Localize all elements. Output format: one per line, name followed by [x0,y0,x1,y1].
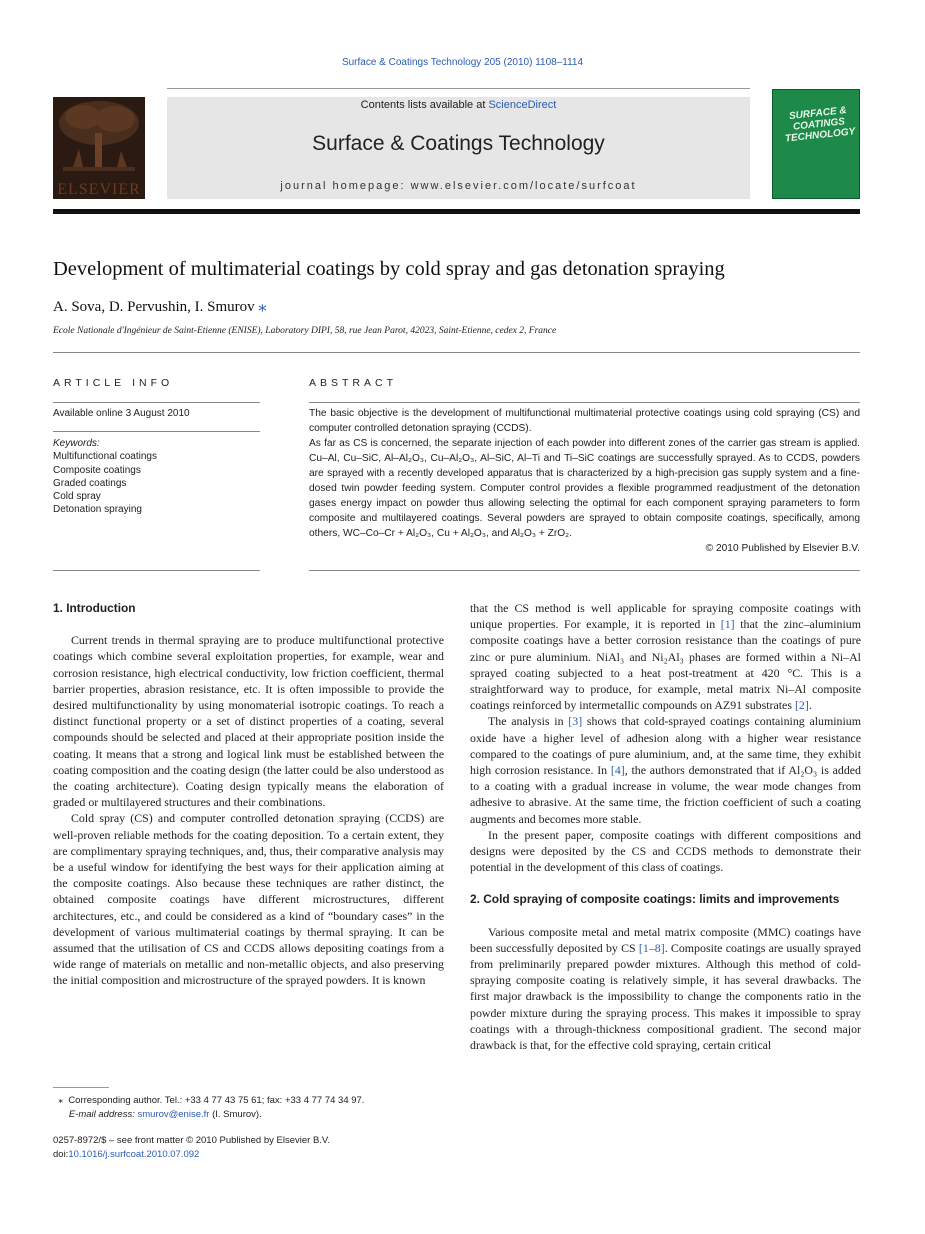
authors-text: A. Sova, D. Pervushin, I. Smurov [53,299,255,315]
doi-label: doi: [53,1148,69,1160]
journal-citation[interactable]: Surface & Coatings Technology 205 (2010) 1108–1114 [341,57,584,68]
keyword-list [53,437,157,517]
text-run: , the authors demonstrated that if Al₂O₃ is added to a coating with a gradual increase in volume, the wear mode changes from adhesive to abrasive. At the same time, the friction coefficient of such a coating augments and becomes more stable. [470,763,861,826]
abstract-divider [309,402,860,403]
email-link[interactable]: smurov@enise.fr [137,1108,210,1120]
article-info-heading: ARTICLE INFO [53,377,174,389]
text-run: that the zinc–aluminium composite coatings have a better corrosion resistance than the coatings of pure zinc or pure aluminium. NiAl₃ and Ni₂Al₃ phases are formed within a Ni–Al sprayed coating subjected to a heat post-treatment at 420 °C. This is a straightforward way to produce, for example, metal matrix Ni–Al composite coatings reinforced by intermetallic compounds on AZ91 substrates [470,617,861,713]
corresponding-author-note [53,1094,444,1108]
abstract-paragraph: The basic objective is the development of multifunctional multimaterial protective coatings using cold spraying (CS) and computer controlled detonation spraying (CCDS). [309,408,860,434]
publication-info [53,1134,330,1161]
text-run: The analysis in [488,714,569,729]
journal-homepage[interactable]: journal homepage: www.elsevier.com/locate/surfcoat [280,180,637,192]
footnote [53,1094,444,1121]
text-run: that the CS method is well applicable for spraying composite coatings with unique properties. For example, it is reported in [470,601,861,632]
keyword-item: Cold spray [53,491,101,503]
info-bottom-divider [53,570,260,571]
body-paragraph [470,924,861,1054]
body-paragraph: In the present paper, composite coatings with different compositions and designs were deposited by the CS and CCDS methods to demonstrate their potential in the development of this class of coatings. [470,827,861,875]
text-run: . [808,698,812,713]
journal-cover-thumbnail[interactable] [772,89,860,199]
left-column [53,600,444,989]
keyword-item: Multifunctional coatings [53,451,157,463]
email-line [53,1108,444,1122]
reference-link[interactable]: [1] [720,617,735,632]
abstract-bottom-divider [309,570,860,571]
body-paragraph: Cold spray (CS) and computer controlled detonation spraying (CCDS) are well-proven reliable methods for the coating deposition. To a certain extent, they are complimentary spraying techniques, and, thus, their comparative analysis may be a useful window for identifying the best ways for their application aiming at the composite coatings. Also because these techniques are rather distinct, the obtained composite coatings have different microstructures, different architectures, etc., and could be considered as a kind of “boundary cases” in the development of various multimaterial coatings by thermal spraying. It can be assumed that the utilisation of CS and CCDS allows depositing coatings from a wide range of materials on metallic and non-metallic objects, and also preserving the initial composition and microstructure of the sprayed powders. It is known [53,811,444,988]
contents-prefix: Contents lists available at [360,99,489,111]
article-title: Development of multimaterial coatings by cold spray and gas detonation spraying [53,258,725,280]
abstract-copyright: © 2010 Published by Elsevier B.V. [705,543,860,554]
keywords-divider [53,431,260,432]
body-paragraph [470,713,861,826]
doi-line [53,1148,330,1162]
abstract-body [309,406,860,556]
text-run: . Composite coatings are usually sprayed from preliminarily prepared powder mixtures. Although this method of cold-spraying composite coating is relatively simple, it has several drawbacks. The first major drawback is the impossibility to change the components ratio in the powder mixture during the spraying process. This makes it impossible to spray coatings with a through-thickness compositional gradient. The second major drawback is that, for the effective cold spraying, certain critical [470,940,861,1053]
contents-line [167,99,750,111]
text-run: shows that cold-sprayed coatings containing aluminium oxide have a higher level of adhesion along with a higher wear resistance compared to the coatings of pure aluminium, and, at the same time, they exhibit high corrosion resistance. In [470,714,861,778]
elsevier-wordmark: ELSEVIER [57,181,141,198]
footnote-mark: ⁎ [58,1095,64,1106]
body-paragraph: Current trends in thermal spraying are to produce multifunctional protective coatings which combine several exploitation properties, for example, wear and corrosion resistance, high electrical conductivity, low friction coefficient, thermal barrier properties, abrasion resistance, etc. It is often impossible to provide the desired multifunctionality by using monomaterial isotropic coatings. To reach a distinct functional property or a set of distinct properties of a coating, several compounds should be selected and placed at their appropriate position inside the coating. It means that a strong and logical link must be established between the coating composition and the coating design (the latter could be also understood as the coating architecture). Coating design typically means the elaboration of graded or multilayered structures and their combinations. [53,633,444,810]
affiliation-divider [53,352,860,353]
article-info-divider [53,402,260,403]
section-heading-cold-spraying: 2. Cold spraying of composite coatings: limits and improvements [470,892,840,907]
reference-link[interactable]: [1–8] [638,940,665,955]
affiliation: Ecole Nationale d'Ingénieur de Saint-Etienne (ENISE), Laboratory DIPI, 58, rue Jean Parot, 42023, Saint-Etienne, cedex 2, France [53,326,557,336]
available-online-date: Available online 3 August 2010 [53,408,190,419]
tree-icon [53,97,145,181]
author-list [53,296,266,316]
section-heading-introduction: 1. Introduction [53,601,136,615]
sciencedirect-link[interactable]: ScienceDirect [488,99,557,111]
contact-info: Corresponding author. Tel.: +33 4 77 43 75 61; fax: +33 4 77 74 34 97. [68,1095,365,1106]
email-label: E-mail address: [68,1108,138,1120]
cover-title: SURFACE & COATINGS TECHNOLOGY [784,105,856,145]
corresponding-author-mark[interactable]: ⁎ [258,298,267,315]
reference-link[interactable]: [4] [610,763,625,778]
journal-name: Surface & Coatings Technology [312,132,605,155]
header-divider [167,88,750,89]
email-suffix: (I. Smurov). [209,1108,262,1120]
abstract-paragraph: As far as CS is concerned, the separate injection of each powder into different zones of the carrier gas stream is applied. Cu–Al, Cu–SiC, Al–Al₂O₃, Cu–Al₂O₃, Al–SiC, Al–Ti and Ti–SiC coatings are successfully sprayed. As to CCDS, powders are sprayed with a recently developed apparatus that is characterized by a high-precision gas supply system and a fine-dosed twin powder feeding system. Computer control provides a flexible programmed readjustment of the detonation gases energy impact on powder thus allowing selecting the optimal for each component spraying parameters to form composite and multilayered coatings. Several powders are sprayed to obtain composite coatings, specifically, among others, WC–Co–Cr + Al₂O₃, Cu + Al₂O₃, and Al₂O₃ + ZrO₂. [309,438,860,539]
reference-link[interactable]: [3] [568,714,583,729]
keyword-item: Graded coatings [53,477,127,489]
keyword-item: Detonation spraying [53,504,142,516]
right-column [470,600,861,1053]
abstract-heading: ABSTRACT [309,377,398,389]
keywords-label: Keywords: [53,438,100,449]
doi-link[interactable]: 10.1016/j.surfcoat.2010.07.092 [68,1148,200,1160]
issn-line: 0257-8972/$ – see front matter © 2010 Published by Elsevier B.V. [53,1135,331,1146]
body-paragraph [470,600,861,713]
elsevier-logo[interactable] [53,97,145,199]
reference-link[interactable]: [2] [794,698,809,713]
text-run: Various composite metal and metal matrix composite (MMC) coatings have been successfully deposited by CS [470,924,861,955]
header-thick-rule [53,209,860,214]
footnote-divider [53,1087,109,1088]
keyword-item: Composite coatings [53,464,141,476]
